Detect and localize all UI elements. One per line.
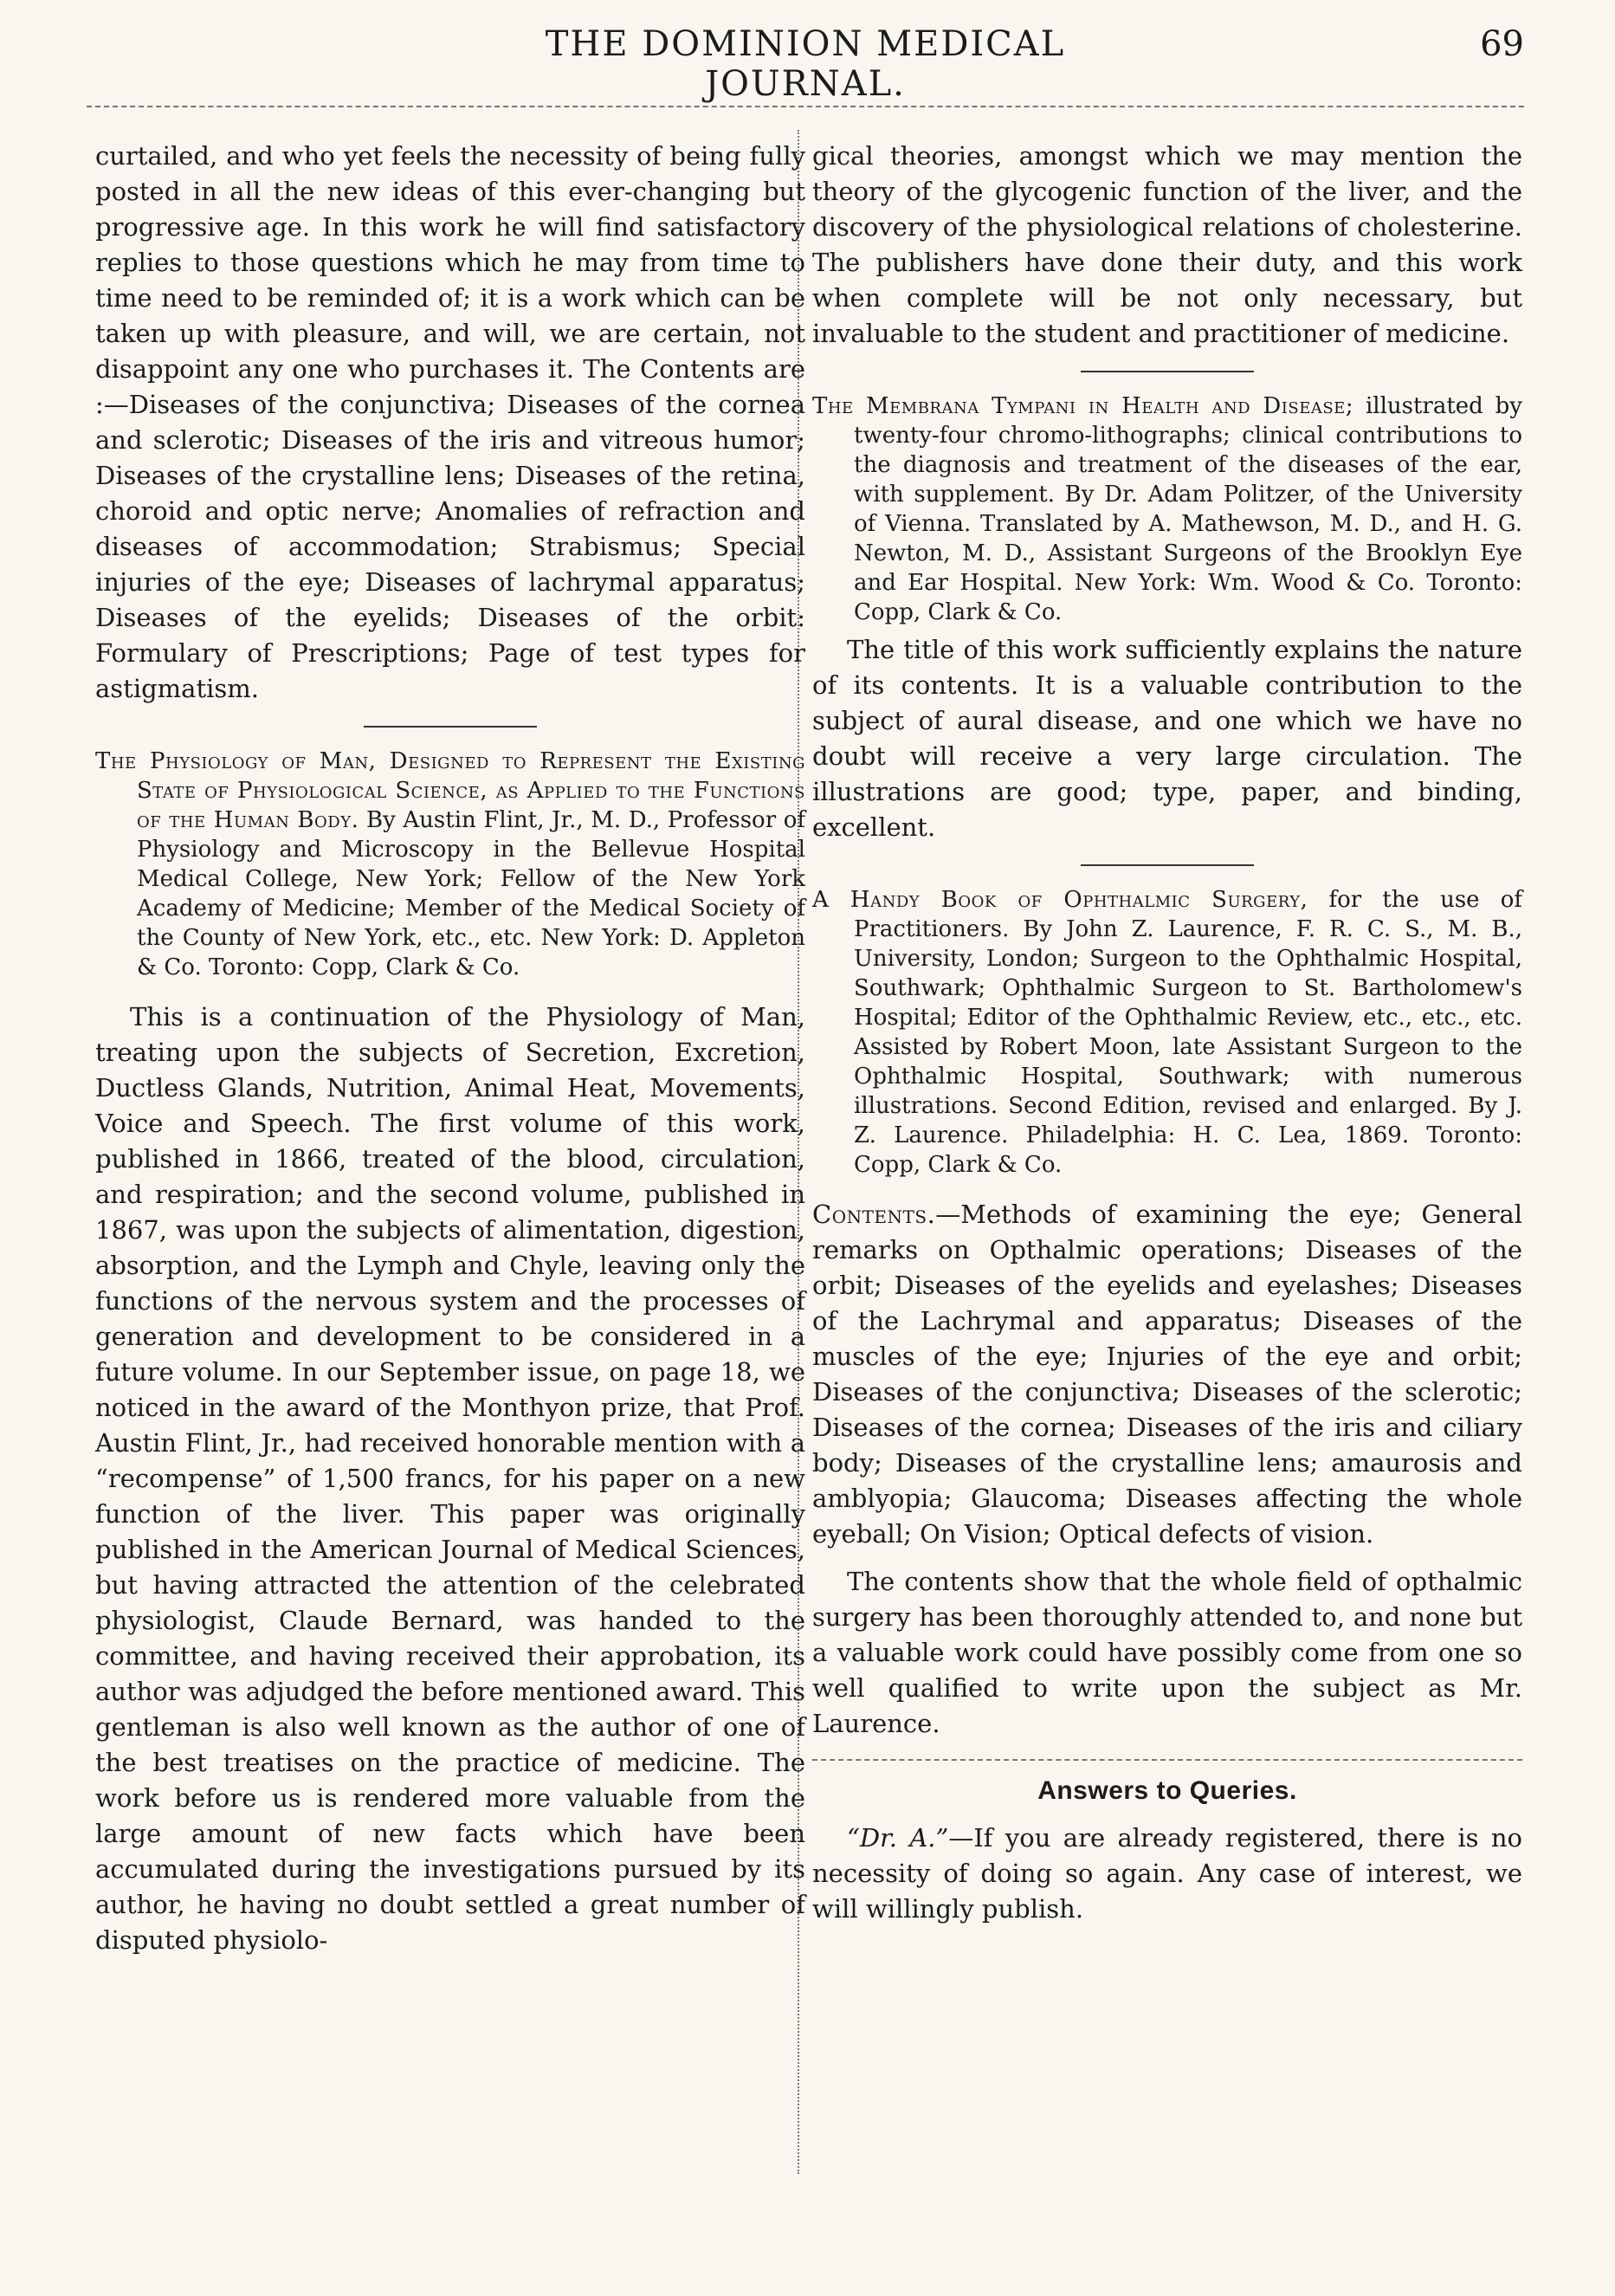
review-membrana: The title of this work sufficiently explains the nature of its contents. It is a valuable contribution to the subject of aural disease, and one which we have no doubt will receive a very large circulation. The illustrations are good; type, paper, and binding, excellent. bbox=[812, 635, 1522, 842]
book-title: A Handy Book of Ophthalmic Surgery, bbox=[812, 887, 1308, 913]
contents-text: —Methods of examining the eye; General remarks on Opthalmic operations; Diseases of the orbit; Diseases of the eyelids and eyelashes; Diseases of the Lachrymal and apparatus; Diseases of the muscles of the eye; Injuries of the eye and orbit; Diseases of the conjunctiva; Diseases of the sclerotic; Diseases of the cornea; Diseases of the iris and ciliary body; Diseases of the crystalline lens; amaurosis and amblyopia; Glaucoma; Diseases affecting the whole eyeball; On Vision; Optical defects of vision. bbox=[812, 1200, 1522, 1549]
journal-title: THE DOMINION MEDICAL JOURNAL. bbox=[545, 24, 1066, 104]
section-rule bbox=[812, 1759, 1522, 1761]
right-column bbox=[812, 139, 1522, 1927]
separator-rule bbox=[1081, 371, 1254, 372]
book-title: The Physiology of Man, Designed to Represent the Existing State of Physiological Science, as Applied to the Functions of the Human Body. bbox=[95, 748, 805, 833]
page-number: 69 bbox=[1480, 24, 1524, 64]
contents-lead: Contents. bbox=[812, 1200, 936, 1229]
book-title: The Membrana Tympani in Health and Disease; bbox=[812, 393, 1354, 419]
review-continuation: curtailed, and who yet feels the necessity of being fully posted in all the new ideas of this ever-changing but progressive age. In this work he will find satisfactory replies to those questions which he may from time to time need to be reminded of; it is a work which can be taken up with pleasure, and will, we are certain, not disappoint any one who purchases it. The Contents are :—Diseases of the conjunctiva; Diseases of the cornea and sclerotic; Diseases of the iris and vitreous humor; Diseases of the crystalline lens; Diseases of the retina, choroid and optic nerve; Anomalies of refraction and diseases of accommodation; Strabismus; Special injuries of the eye; Diseases of lachrymal apparatus; Diseases of the eyelids; Diseases of the orbit: Formulary of Prescriptions; Page of test types for astigmatism. bbox=[95, 141, 805, 703]
section-heading: Answers to Queries. bbox=[1037, 1776, 1297, 1805]
book-notice-ophthalmic bbox=[812, 885, 1522, 1180]
query-answer-text: —If you are already registered, there is no necessity of doing so again. Any case of interest, we will willingly publish. bbox=[812, 1823, 1522, 1924]
query-answer bbox=[812, 1821, 1522, 1927]
separator-rule bbox=[1081, 864, 1254, 866]
review-physiology-continued: gical theories, amongst which we may mention the theory of the glycogenic function of the liver, and the discovery of the physiological relations of cholesterine. The publishers have done their duty, and this work when complete will be not only necessary, but invaluable to the student and practitioner of medicine. bbox=[812, 141, 1522, 348]
book-notice-membrana bbox=[812, 391, 1522, 627]
query-correspondent: “Dr. A.” bbox=[847, 1823, 949, 1853]
contents-paragraph bbox=[812, 1197, 1522, 1552]
book-notice-physiology bbox=[95, 747, 805, 982]
separator-rule bbox=[364, 726, 537, 728]
book-details: By Austin Flint, Jr., M. D., Professor of Physiology and Microscopy in the Bellevue Hospital Medical College, New York; Fellow of the New York Academy of Medicine; Member of the Medical Society of the County of New York, etc., etc. New York: D. Appleton & Co. Toronto: Copp, Clark & Co. bbox=[137, 807, 805, 980]
review-ophthalmic: The contents show that the whole field of opthalmic surgery has been thoroughly attended to, and none but a valuable work could have possibly come from one so well qualified to write upon the subject as Mr. Laurence. bbox=[812, 1567, 1522, 1738]
book-details: illustrated by twenty-four chromo-lithographs; clinical contributions to the diagnosis and treatment of the diseases of the ear, with supplement. By Dr. Adam Politzer, of the University of Vienna. Translated by A. Mathewson, M. D., and H. G. Newton, M. D., Assistant Surgeons of the Brooklyn Eye and Ear Hospital. New York: Wm. Wood & Co. Toronto: Copp, Clark & Co. bbox=[854, 393, 1522, 625]
left-column bbox=[95, 139, 805, 1958]
book-details: for the use of Practitioners. By John Z. Laurence, F. R. C. S., M. B., University, London; Surgeon to the Ophthalmic Hospital, Southwark; Ophthalmic Surgeon to St. Bartholomew's Hospital; Editor of the Ophthalmic Review, etc., etc., etc. Assisted by Robert Moon, late Assistant Surgeon to the Ophthalmic Hospital, Southwark; with numerous illustrations. Second Edition, revised and enlarged. By J. Z. Laurence. Philadelphia: H. C. Lea, 1869. Toronto: Copp, Clark & Co. bbox=[854, 887, 1522, 1178]
running-head bbox=[0, 24, 1615, 104]
review-physiology: This is a continuation of the Physiology of Man, treating upon the subjects of Secretion, Excretion, Ductless Glands, Nutrition, Animal Heat, Movements, Voice and Speech. The first volume of this work, published in 1866, treated of the blood, circulation, and respiration; and the second volume, published in 1867, was upon the subjects of alimentation, digestion, absorption, and the Lymph and Chyle, leaving only the functions of the nervous system and the processes of generation and development to be considered in a future volume. In our September issue, on page 18, we noticed in the award of the Monthyon prize, that Prof. Austin Flint, Jr., had received honorable mention with a “recompense” of 1,500 francs, for his paper on a new function of the liver. This paper was originally published in the American Journal of Medical Sciences, but having attracted the attention of the celebrated physiologist, Claude Bernard, was handed to the committee, and having received their approbation, its author was adjudged the before mentioned award. This gentleman is also well known as the author of one of the best treatises on the practice of medicine. The work before us is rendered more valuable from the large amount of new facts which have been accumulated during the investigations pursued by its author, he having no doubt settled a great number of disputed physiolo- bbox=[95, 1002, 805, 1955]
header-rule bbox=[87, 106, 1524, 107]
